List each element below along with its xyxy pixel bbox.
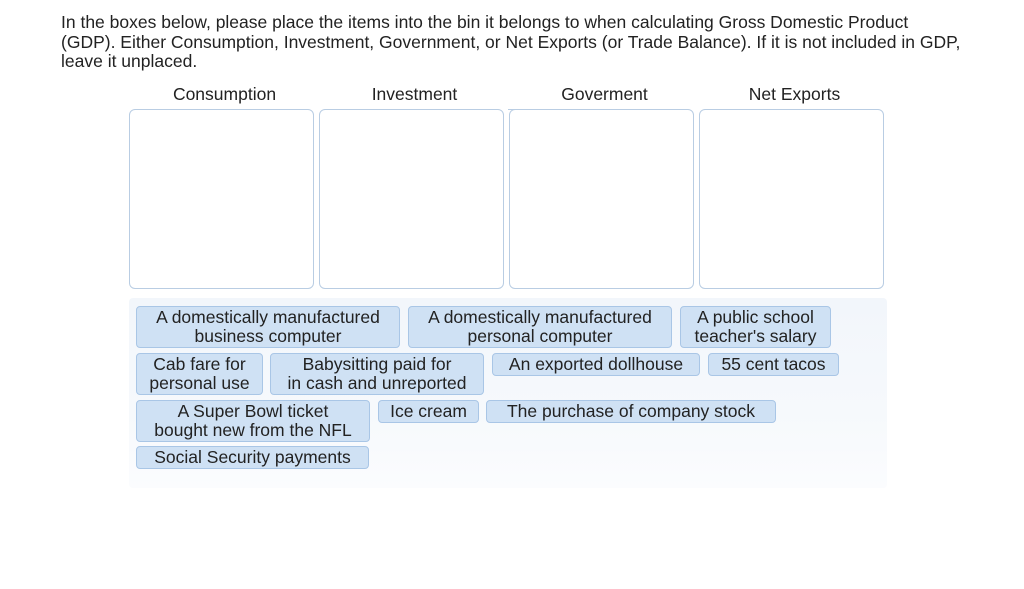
item-chip-company-stock[interactable]: The purchase of company stock <box>486 400 776 423</box>
item-chip-social-security[interactable]: Social Security payments <box>136 446 369 469</box>
bin-label-investment: Investment <box>371 84 458 104</box>
bin-investment[interactable] <box>319 109 504 289</box>
item-chip-teacher-salary[interactable]: A public school teacher's salary <box>680 306 831 348</box>
bin-net-exports[interactable] <box>699 109 884 289</box>
item-chip-tacos[interactable]: 55 cent tacos <box>708 353 839 376</box>
label-divider <box>508 109 662 110</box>
bin-label-net-exports: Net Exports <box>748 84 841 104</box>
item-chip-babysitting[interactable]: Babysitting paid for in cash and unreported <box>270 353 484 395</box>
item-chip-super-bowl-ticket[interactable]: A Super Bowl ticket bought new from the NFL <box>136 400 370 442</box>
bin-consumption[interactable] <box>129 109 314 289</box>
item-chip-personal-computer[interactable]: A domestically manufactured personal computer <box>408 306 672 348</box>
instructions-text: In the boxes below, please place the items into the bin it belongs to when calculating Gross Domestic Product (GDP). Either Consumption, Investment, Government, or Net Exports (or Trade Balance). If it is not included in GDP, leave it unplaced. <box>61 12 961 71</box>
item-chip-ice-cream[interactable]: Ice cream <box>378 400 479 423</box>
item-chip-exported-dollhouse[interactable]: An exported dollhouse <box>492 353 700 376</box>
item-chip-cab-fare[interactable]: Cab fare for personal use <box>136 353 263 395</box>
bin-label-consumption: Consumption <box>172 84 277 104</box>
item-chip-business-computer[interactable]: A domestically manufactured business computer <box>136 306 400 348</box>
bin-government[interactable] <box>509 109 694 289</box>
bin-label-government: Goverment <box>561 84 648 104</box>
